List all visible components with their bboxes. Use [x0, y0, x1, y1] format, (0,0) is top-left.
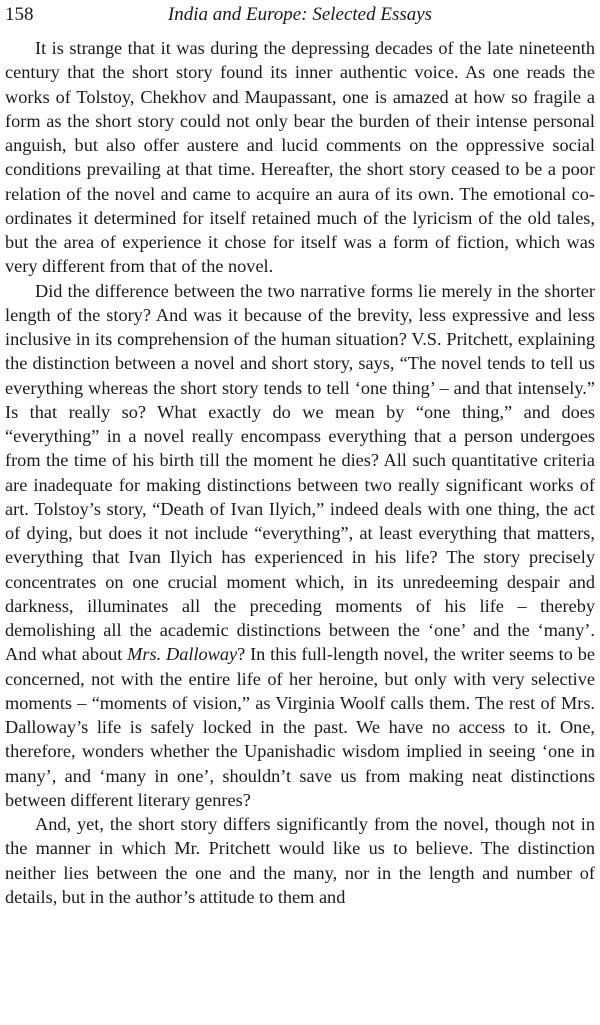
mrs-dalloway-title: Mrs. Dalloway [127, 644, 238, 665]
body-text [5, 36, 595, 909]
running-head [5, 0, 595, 30]
paragraph-1: It is strange that it was during the depressing decades of the late nineteenth century that the short story found its inner authentic voice. As one reads the works of Tolstoy, Chekhov and Maupassant, one is amazed at how so fragile a form as the short story could not only bear the burden of their intense personal anguish, but also offer austere and lucid comments on the oppressive social conditions prevailing at that time. Hereafter, the short story ceased to be a poor relation of the novel and came to acquire an aura of its own. The emotional co-ordinates it determined for itself retained much of the lyricism of the old tales, but the area of experience it chose for itself was a form of fiction, which was very different from that of the novel. [5, 38, 595, 277]
running-title: India and Europe: Selected Essays [167, 4, 433, 25]
paragraph-2-text-before: Did the difference between the two narrative forms lie merely in the shorter length of the story? And was it because of the brevity, less expressive and less inclusive in its comprehension of the human situation? V.S. Pritchett, explaining the distinction between a novel and short story, says, “The novel tends to tell us everything whereas the short story tends to tell ‘one thing’ – and that intensely.” Is that really so? What exactly do we mean by “one thing,” and does “everything” in a novel really encompass everything that a person undergoes from the time of his birth till the moment he dies? All such quantitative criteria are inadequate for making distinctions between two really significant works of art. Tolstoy’s story, “Death of Ivan Ilyich,” indeed deals with one thing, the act of dying, but does it not include “everything”, at least everything that matters, everything that Ivan Ilyich has experienced in his life? The story precisely concentrates on one crucial moment which, in its unredeeming despair and darkness, illuminates all the preceding moments of his life – thereby demolishing all the academic distinctions between the ‘one’ and the ‘many’. And what about [5, 280, 595, 665]
paragraph-2 [5, 279, 595, 813]
paragraph-2-text-after: ? In this full-length novel, the writer seems to be concerned, not with the entire life of her heroine, but only with very selective moments – “moments of vision,” as Virginia Woolf calls them. The rest of Mrs. Dalloway’s life is safely locked in the past. We have no access to it. One, therefore, wonders whether the Upanishadic wisdom implied in seeing ‘one in many’, and ‘many in one’, shouldn’t save us from making neat distinctions between different literary genres? [5, 644, 595, 810]
paragraph-3: And, yet, the short story differs significantly from the novel, though not in the manner in which Mr. Pritchett would like us to believe. The distinction neither lies between the one and the many, nor in the length and number of details, but in the author’s attitude to them and [5, 814, 595, 907]
page-number: 158 [5, 4, 34, 25]
